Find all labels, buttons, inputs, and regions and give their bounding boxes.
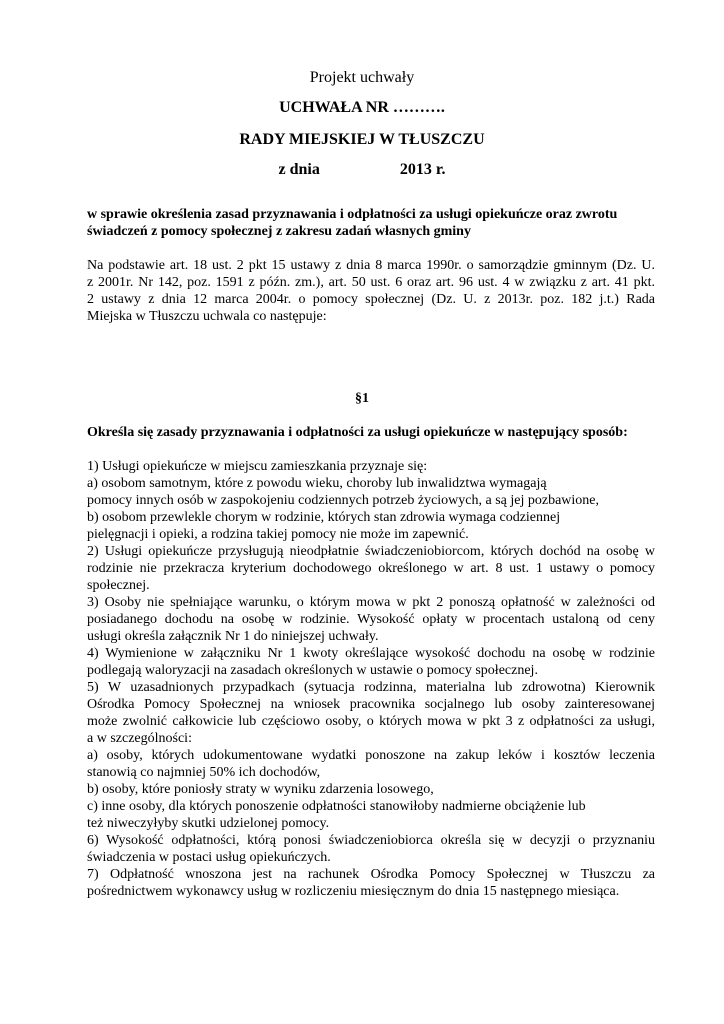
- preamble-line: Na podstawie art. 18 ust. 2 pkt 15 ustawy z dnia 8 marca 1990r. o samorządzie gminnym (Dz. U.: [87, 258, 655, 273]
- body-line: podlegają waloryzacji na zasadach określonych w ustawie o pomocy społecznej.: [87, 663, 538, 678]
- preamble-line: z 2001r. Nr 142, poz. 1591 z późn. zm.), art. 50 ust. 6 oraz art. 96 ust. 4 w związku z art. 41 pkt.: [87, 275, 655, 290]
- body-line: 1) Usługi opiekuńcze w miejscu zamieszkania przyznaje się:: [87, 459, 428, 474]
- body-line: rodzinie nie przekracza kryterium dochodowego określonego w art. 8 ust. 1 ustawy o pomocy: [87, 561, 655, 576]
- subject-line: świadczeń z pomocy społecznej z zakresu zadań własnych gminy: [87, 224, 471, 239]
- resolution-number: UCHWAŁA NR ……….: [279, 99, 445, 116]
- body-line: a w szczególności:: [87, 731, 192, 746]
- body-line: też niweczyłyby skutki udzielonej pomocy.: [87, 816, 330, 831]
- body-line: Ośrodka Pomocy Społecznej na wniosek pracownika socjalnego lub osoby zainteresowanej: [87, 697, 655, 712]
- subject-line: w sprawie określenia zasad przyznawania i odpłatności za usługi opiekuńcze oraz zwrotu: [87, 207, 618, 222]
- date-prefix: z dnia: [278, 161, 320, 178]
- body-line: b) osoby, które poniosły straty w wyniku zdarzenia losowego,: [87, 782, 434, 797]
- body-line: b) osobom przewlekle chorym w rodzinie, których stan zdrowia wymaga codziennej: [87, 510, 561, 525]
- body-line: 4) Wymienione w załączniku Nr 1 kwoty określające wysokość dochodu na osobę w rodzinie: [87, 646, 655, 661]
- body-line: może zwolnić całkowicie lub częściowo osoby, o których mowa w pkt 3 z odpłatności za usługi,: [87, 714, 655, 729]
- body-line: pośrednictwem wykonawcy usług w rozliczeniu miesięcznym do dnia 15 następnego miesiąca.: [87, 884, 620, 899]
- body-line: a) osobom samotnym, które z powodu wieku, choroby lub inwalidztwa wymagają: [87, 476, 547, 491]
- preamble-line: 2 ustawy z dnia 12 marca 2004r. o pomocy społecznej (Dz. U. z 2013r. poz. 182 j.t.) Rada: [87, 292, 655, 307]
- body-line: 6) Wysokość odpłatności, którą ponosi świadczeniobiorca określa się w decyzji o przyznaniu: [87, 833, 655, 848]
- body-line: 7) Odpłatność wnoszona jest na rachunek Ośrodka Pomocy Społecznej w Tłuszczu za: [87, 867, 655, 882]
- body-line: usługi określa załącznik Nr 1 do niniejszej uchwały.: [87, 629, 379, 644]
- body-line: c) inne osoby, dla których ponoszenie odpłatności stanowiłoby nadmierne obciążenie lub: [87, 799, 586, 814]
- body-line: pomocy innych osób w zaspokojeniu codziennych potrzeb życiowych, a są jej pozbawione,: [87, 493, 600, 508]
- section-heading: Określa się zasady przyznawania i odpłatności za usługi opiekuńcze w następujący sposób:: [87, 425, 628, 440]
- preamble-line: Miejska w Tłuszczu uchwala co następuje:: [87, 309, 327, 324]
- body-line: stanowią co najmniej 50% ich dochodów,: [87, 765, 321, 780]
- body-line: świadczenia w postaci usług opiekuńczych.: [87, 850, 331, 865]
- date-year: 2013 r.: [399, 161, 446, 178]
- body-line: 3) Osoby nie spełniające warunku, o którym mowa w pkt 2 ponoszą opłatność w zależności od: [87, 595, 655, 610]
- resolution-date: [0, 160, 724, 180]
- section-symbol: §1: [355, 391, 369, 406]
- body-line: posiadanego dochodu na osobę w rodzinie. Wysokość opłaty w procentach ustaloną od ceny: [87, 612, 655, 627]
- body-line: 2) Usługi opiekuńcze przysługują nieodpłatnie świadczeniobiorcom, których dochód na osobę w: [87, 544, 655, 559]
- draft-label: Projekt uchwały: [309, 69, 415, 86]
- body-line: 5) W uzasadnionych przypadkach (sytuacja rodzinna, materialna lub zdrowotna) Kierownik: [87, 680, 655, 695]
- council-name: RADY MIEJSKIEJ W TŁUSZCZU: [239, 131, 485, 148]
- body-line: społecznej.: [87, 578, 150, 593]
- body-line: pielęgnacji i opieki, a rodzina takiej pomocy nie może im zapewnić.: [87, 527, 469, 542]
- body-line: a) osoby, których udokumentowane wydatki ponoszone na zakup leków i kosztów leczenia: [87, 748, 655, 763]
